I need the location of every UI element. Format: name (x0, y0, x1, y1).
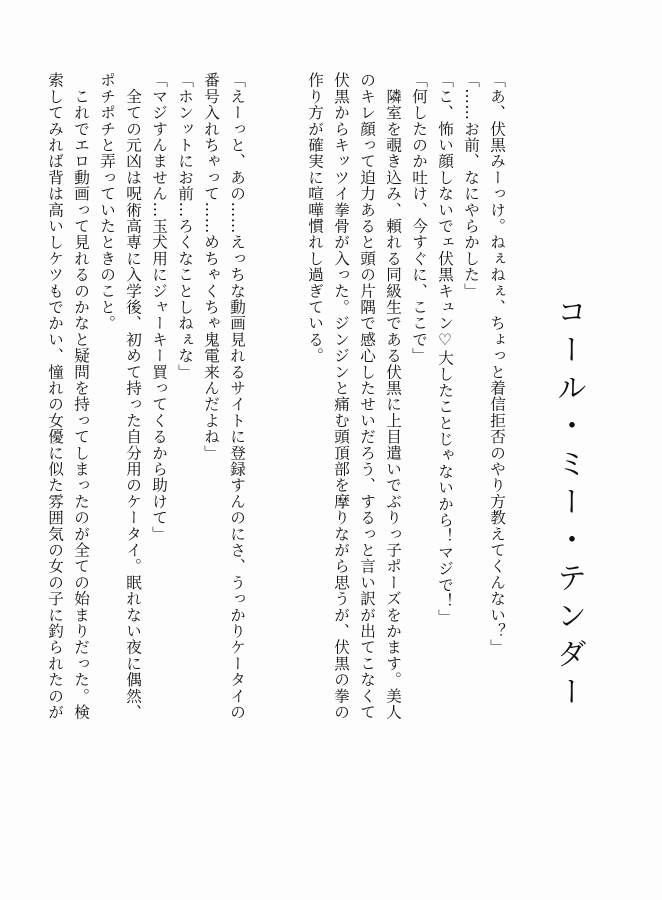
text-line: 「何したのか吐け、今すぐに、ここで」 (410, 72, 428, 364)
text-line: 「マジすんません…玉犬用にジャーキー買ってくるから助けて」 (150, 72, 168, 542)
chapter-title: コール・ミー・テンダー (551, 296, 586, 714)
text-line: 「……お前、なにやらかした」 (462, 72, 480, 299)
body-text (46, 72, 510, 852)
text-line: 「あ、伏黒みーっけ。ねぇねぇ、ちょっと着信拒否のやり方教えてくんない？」 (488, 72, 506, 656)
text-line: 隣室を覗き込み、頼れる同級生である伏黒に上目遣いでぶりっ子ポーズをかます。美人 (384, 72, 402, 720)
text-line: これでエロ動画って見れるのかなと疑問を持ってしまったのが全ての始まりだった。検 (72, 72, 90, 720)
text-line: ポチポチと弄っていたときのこと。 (98, 72, 116, 332)
text-line: 「ホンットにお前…ろくなことしねぇな」 (176, 72, 194, 380)
text-line: 「こ、怖い顔しないでェ伏黒キュン♡大したことじゃないから！マジで！」 (436, 72, 454, 626)
text-line: 番号入れちゃって……めちゃくちゃ鬼電来んだよね」 (202, 72, 220, 461)
text-line: 索してみれば背は高いしケツもでかい、憧れの女優に似た雰囲気の女の子に釣られたのが (46, 72, 64, 720)
paragraph-gap (250, 72, 302, 852)
text-line: 「えーっと、あの……えっちな動画見れるサイトに登録すんのにさ、うっかりケータイの (228, 72, 246, 720)
text-line: 作り方が確実に喧嘩慣れし過ぎている。 (306, 72, 324, 364)
text-line: のキレ顔って迫力あると頭の片隅で感心したせいだろう、するっと言い訳が出てこなくて (358, 72, 376, 720)
text-line: 伏黒からキッツイ拳骨が入った。ジンジンと痛む頭頂部を摩りながら思うが、伏黒の拳の (332, 72, 350, 720)
text-line: 全ての元凶は呪術高専に入学後、初めて持った自分用のケータイ。眠れない夜に偶然、 (124, 72, 142, 720)
